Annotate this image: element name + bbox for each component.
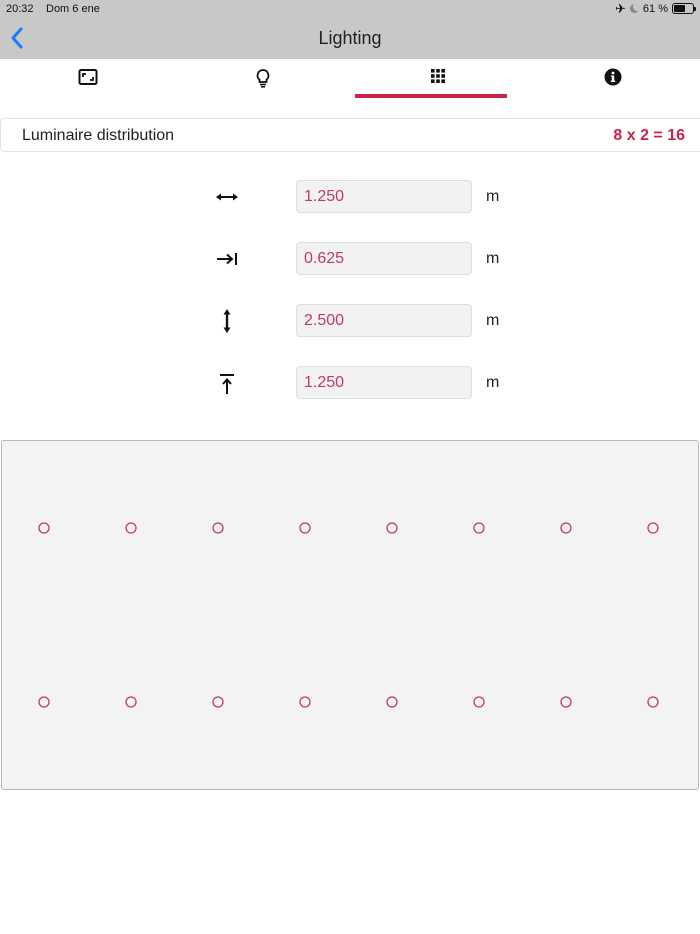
horizontal-spacing-icon (214, 184, 240, 210)
battery-icon (672, 3, 694, 14)
status-bar (0, 0, 700, 18)
lightbulb-icon (255, 68, 271, 88)
tab-luminaire[interactable] (175, 59, 350, 99)
edge-offset-input[interactable] (296, 242, 472, 275)
status-time: 20:32 (6, 3, 34, 15)
luminaire-marker (474, 523, 484, 533)
luminaire-marker (39, 523, 49, 533)
distribution-label: Luminaire distribution (22, 127, 175, 144)
luminaire-distribution-header (0, 118, 700, 152)
navigation-bar (0, 0, 700, 59)
airplane-mode-icon: ✈ (615, 1, 626, 16)
vertical-spacing-icon (214, 308, 240, 334)
luminaire-marker (648, 697, 658, 707)
distribution-count: 8 x 2 = 16 (613, 127, 685, 144)
luminaire-marker (561, 697, 571, 707)
luminaire-marker (213, 697, 223, 707)
luminaire-marker (300, 523, 310, 533)
luminaire-marker (213, 523, 223, 533)
vertical-spacing-input[interactable] (296, 304, 472, 337)
parameter-row-vertical-spacing (0, 304, 700, 338)
luminaire-marker (561, 523, 571, 533)
status-indicators (615, 2, 694, 15)
status-date: Dom 6 ene (46, 3, 100, 15)
info-icon (604, 68, 622, 86)
parameter-row-horizontal-spacing (0, 180, 700, 214)
luminaire-layout-preview (1, 440, 699, 790)
top-offset-input[interactable] (296, 366, 472, 399)
luminaire-marker (648, 523, 658, 533)
parameter-row-edge-offset (0, 242, 700, 276)
tab-bar (0, 59, 700, 99)
page-title: Lighting (318, 28, 382, 48)
horizontal-spacing-unit: m (486, 188, 500, 205)
battery-percentage: 61 % (642, 2, 668, 15)
edge-offset-icon (214, 246, 240, 272)
room-dimensions-icon (78, 68, 98, 86)
luminaire-marker (474, 697, 484, 707)
luminaire-marker (126, 523, 136, 533)
luminaire-marker (300, 697, 310, 707)
luminaire-marker (126, 697, 136, 707)
edge-offset-unit: m (486, 250, 500, 267)
luminaire-marker (387, 523, 397, 533)
do-not-disturb-icon (630, 4, 639, 13)
tab-info[interactable] (525, 59, 700, 99)
luminaire-marker (387, 697, 397, 707)
luminaire-marker (39, 697, 49, 707)
top-offset-unit: m (486, 374, 500, 391)
parameter-row-top-offset (0, 366, 700, 400)
grid-icon (430, 68, 446, 84)
vertical-spacing-unit: m (486, 312, 500, 329)
luminaire-grid (2, 441, 698, 789)
tab-room[interactable] (0, 59, 175, 99)
horizontal-spacing-input[interactable] (296, 180, 472, 213)
tab-distribution[interactable] (350, 59, 525, 99)
top-offset-icon (214, 370, 240, 396)
